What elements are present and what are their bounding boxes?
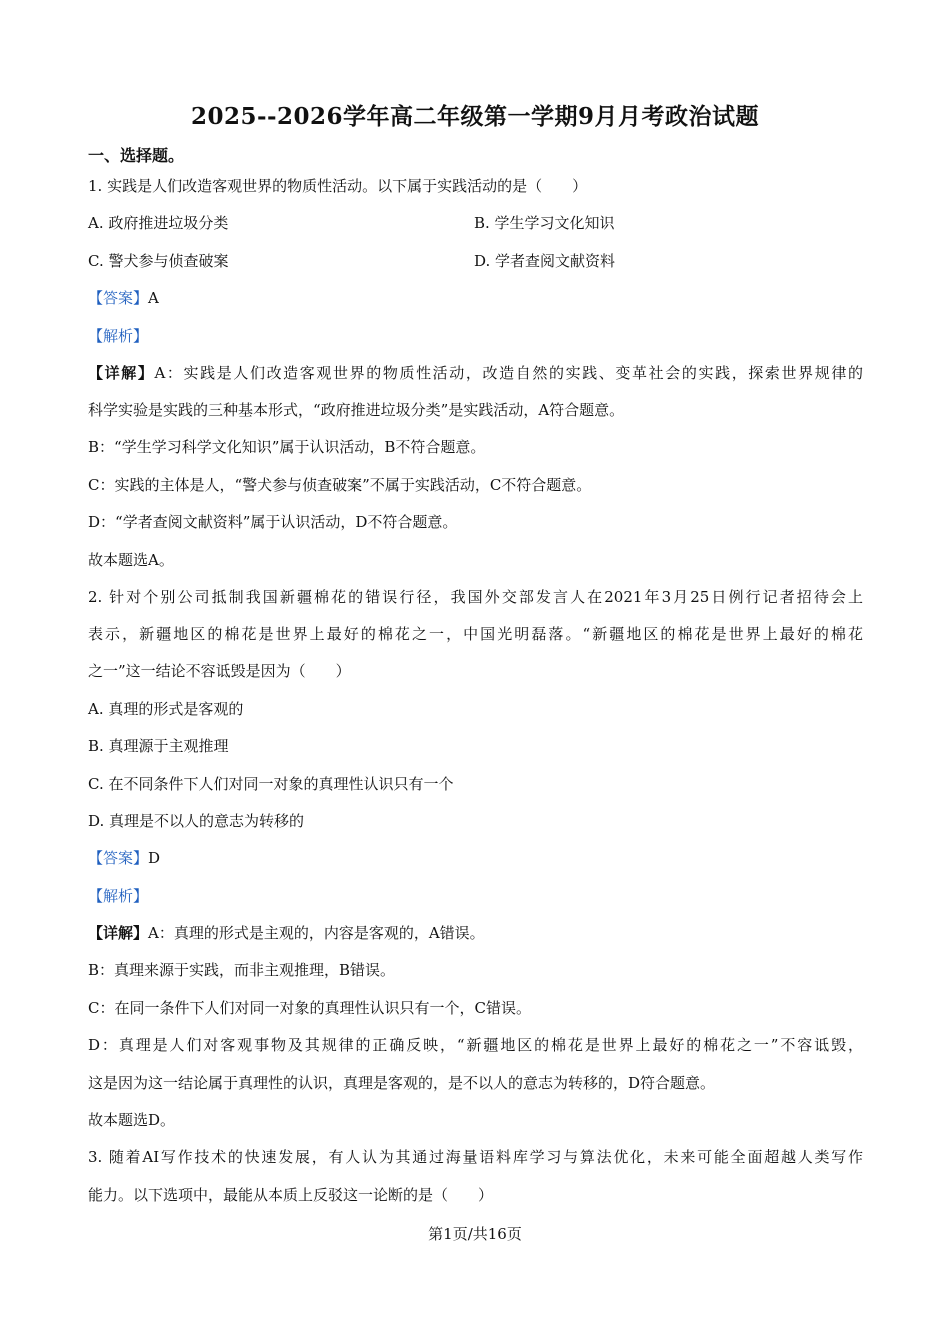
q1-detail-d: D：“学者查阅文献资料”属于认识活动，D不符合题意。: [88, 513, 458, 531]
q2-detail-c: C：在同一条件下人们对同一对象的真理性认识只有一个，C错误。: [88, 999, 531, 1017]
q1-analysis-label: 【解析】: [88, 327, 149, 345]
q2-answer-value: D: [148, 849, 161, 867]
q2-answer: [88, 848, 160, 868]
q1-stem: 1. 实践是人们改造客观世界的物质性活动。以下属于实践活动的是（ ）: [88, 177, 588, 195]
q1-option-b: B. 学生学习文化知识: [474, 214, 615, 232]
q1-detail-text1: A：实践是人们改造客观世界的物质性活动，改造自然的实践、变革社会的实践，探索世界规律的: [154, 364, 863, 382]
q2-detail-d-line1: D：真理是人们对客观事物及其规律的正确反映，“新疆地区的棉花是世界上最好的棉花之一”不容诋毁，: [88, 1036, 863, 1054]
q1-detail-label: 【详解】: [88, 364, 155, 382]
q1-option-a: A. 政府推进垃圾分类: [88, 214, 229, 232]
q1-answer-value: A: [148, 289, 159, 307]
q2-detail-b: B：真理来源于实践，而非主观推理，B错误。: [88, 961, 396, 979]
q2-answer-label: 【答案】: [88, 849, 149, 867]
q2-stem-line1: 2. 针对个别公司抵制我国新疆棉花的错误行径，我国外交部发言人在2021年3月25日例行记者招待会上: [88, 588, 863, 606]
q1-detail-b: B：“学生学习科学文化知识”属于认识活动，B不符合题意。: [88, 438, 486, 456]
q1-answer: [88, 288, 159, 308]
q2-detail-line1: [88, 923, 485, 943]
q1-option-c: C. 警犬参与侦查破案: [88, 252, 229, 270]
q3-stem-line2: 能力。以下选项中，最能从本质上反驳这一论断的是（ ）: [88, 1186, 494, 1204]
q2-analysis-label: 【解析】: [88, 887, 149, 905]
q1-answer-label: 【答案】: [88, 289, 149, 307]
page-footer: 第1页/共16页: [428, 1225, 522, 1243]
q2-stem-line2: 表示，新疆地区的棉花是世界上最好的棉花之一，中国光明磊落。“新疆地区的棉花是世界上最好的棉花: [88, 625, 863, 643]
q1-option-d: D. 学者查阅文献资料: [474, 252, 616, 270]
page-title: 2025--2026学年高二年级第一学期9月月考政治试题: [190, 103, 760, 130]
q2-detail-label: 【详解】: [88, 924, 149, 942]
q2-stem-line3: 之一”这一结论不容诋毁是因为（ ）: [88, 662, 351, 680]
q2-option-b: B. 真理源于主观推理: [88, 737, 229, 755]
q3-stem-line1: 3. 随着AI写作技术的快速发展，有人认为其通过海量语料库学习与算法优化，未来可能全面超越人类写作: [88, 1148, 863, 1166]
q2-option-d: D. 真理是不以人的意志为转移的: [88, 812, 305, 830]
q1-detail-c: C：实践的主体是人，“警犬参与侦查破案”不属于实践活动，C不符合题意。: [88, 476, 592, 494]
q2-detail-text1: A：真理的形式是主观的，内容是客观的，A错误。: [148, 924, 485, 942]
section-heading: 一、选择题。: [88, 146, 185, 165]
q1-detail-line2: 科学实验是实践的三种基本形式，“政府推进垃圾分类”是实践活动，A符合题意。: [88, 401, 625, 419]
q1-detail-line1: [88, 363, 863, 383]
q2-option-c: C. 在不同条件下人们对同一对象的真理性认识只有一个: [88, 775, 454, 793]
q2-detail-d-line2: 这是因为这一结论属于真理性的认识，真理是客观的，是不以人的意志为转移的，D符合题意。: [88, 1074, 716, 1092]
q2-option-a: A. 真理的形式是客观的: [88, 700, 244, 718]
q1-conclusion: 故本题选A。: [88, 551, 174, 569]
q2-conclusion: 故本题选D。: [88, 1111, 176, 1129]
